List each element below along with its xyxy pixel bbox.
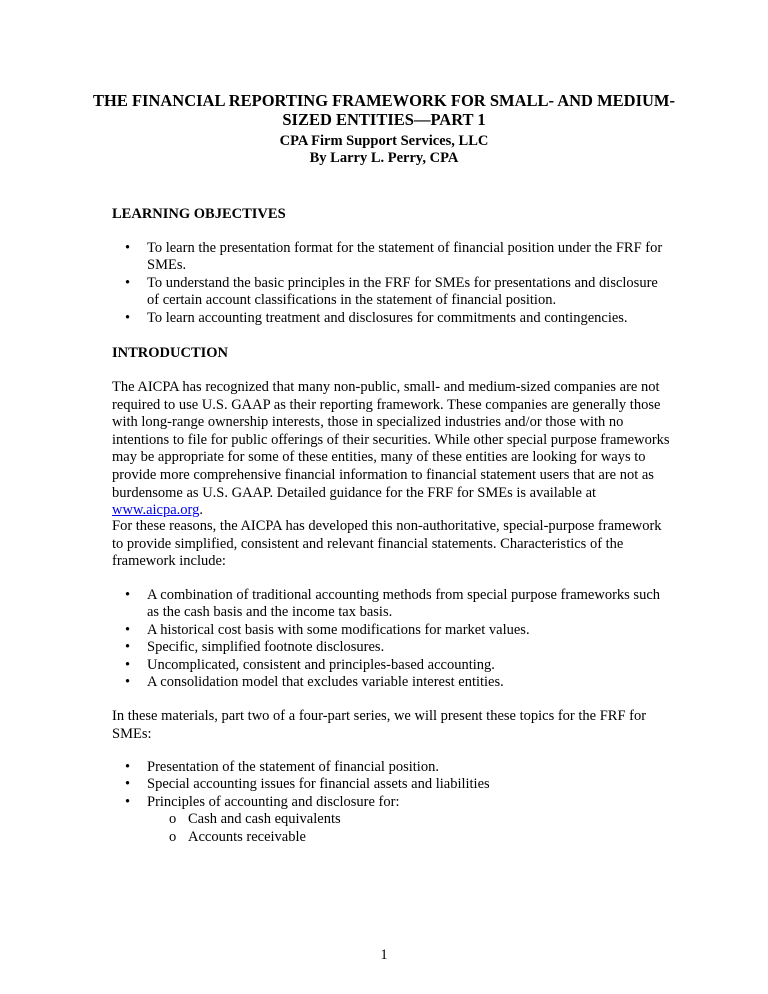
intro-paragraph-3: In these materials, part two of a four-part series, we will present these topics for the FRF for SMEs: (112, 708, 647, 742)
characteristic-item: • A consolidation model that excludes variable interest entities. (112, 674, 672, 691)
characteristic-item: • A combination of traditional accounting methods from special purpose frameworks such as the cash basis and the income tax basis. (112, 587, 672, 622)
document-title: THE FINANCIAL REPORTING FRAMEWORK FOR SMALL- AND MEDIUM-SIZED ENTITIES—PART 1 (93, 91, 675, 129)
aicpa-link[interactable]: www.aicpa.org (112, 502, 200, 519)
topic-item: • Presentation of the statement of financial position. (112, 759, 672, 776)
topic-item: • Special accounting issues for financial assets and liabilities (112, 776, 672, 793)
subtopic-item: o Cash and cash equivalents (147, 811, 672, 828)
intro-paragraph-2: For these reasons, the AICPA has developed this non-authoritative, special-purpose framework to provide simplified, consistent and relevant financial statements. Characteristics of the framework include: (112, 518, 662, 570)
characteristics-list (112, 587, 672, 691)
subtopic-item: o Accounts receivable (147, 829, 672, 846)
subtopics-list (147, 811, 672, 846)
company-name: CPA Firm Support Services, LLC (279, 133, 489, 149)
introduction-heading: INTRODUCTION (112, 345, 229, 361)
intro-paragraph-1 (112, 379, 672, 520)
intro-paragraph-1-text: The AICPA has recognized that many non-public, small- and medium-sized companies are not required to use U.S. GAAP as their reporting framework. These companies are generally those with long-range ownership interests, those in specialized industries and/or those with no intentions to file for public offerings of their securities. While other special purpose frameworks may be appropriate for some of these entities, many of these entities are looking for ways to provide more comprehensive financial information to financial statement users that are not as burdensome as U.S. GAAP. Detailed guidance for the FRF for SMEs is available at (112, 379, 670, 501)
objective-item: • To learn the presentation format for the statement of financial position under the FRF for SMEs. (112, 240, 672, 275)
characteristic-item: • A historical cost basis with some modifications for market values. (112, 622, 672, 639)
objective-item: • To understand the basic principles in the FRF for SMEs for presentations and disclosure of certain account classifications in the statement of financial position. (112, 275, 672, 310)
intro-paragraph-1-end: . (199, 502, 204, 519)
learning-objectives-heading: LEARNING OBJECTIVES (112, 206, 286, 222)
page-number: 1 (380, 947, 388, 963)
topic-item-label: Principles of accounting and disclosure for: (147, 793, 400, 810)
topics-list (112, 759, 672, 846)
topic-item (112, 794, 672, 846)
author-line: By Larry L. Perry, CPA (309, 150, 459, 166)
objective-item: • To learn accounting treatment and disclosures for commitments and contingencies. (112, 310, 672, 327)
characteristic-item: • Uncomplicated, consistent and principles-based accounting. (112, 657, 672, 674)
learning-objectives-list (112, 240, 672, 327)
characteristic-item: • Specific, simplified footnote disclosures. (112, 639, 672, 656)
